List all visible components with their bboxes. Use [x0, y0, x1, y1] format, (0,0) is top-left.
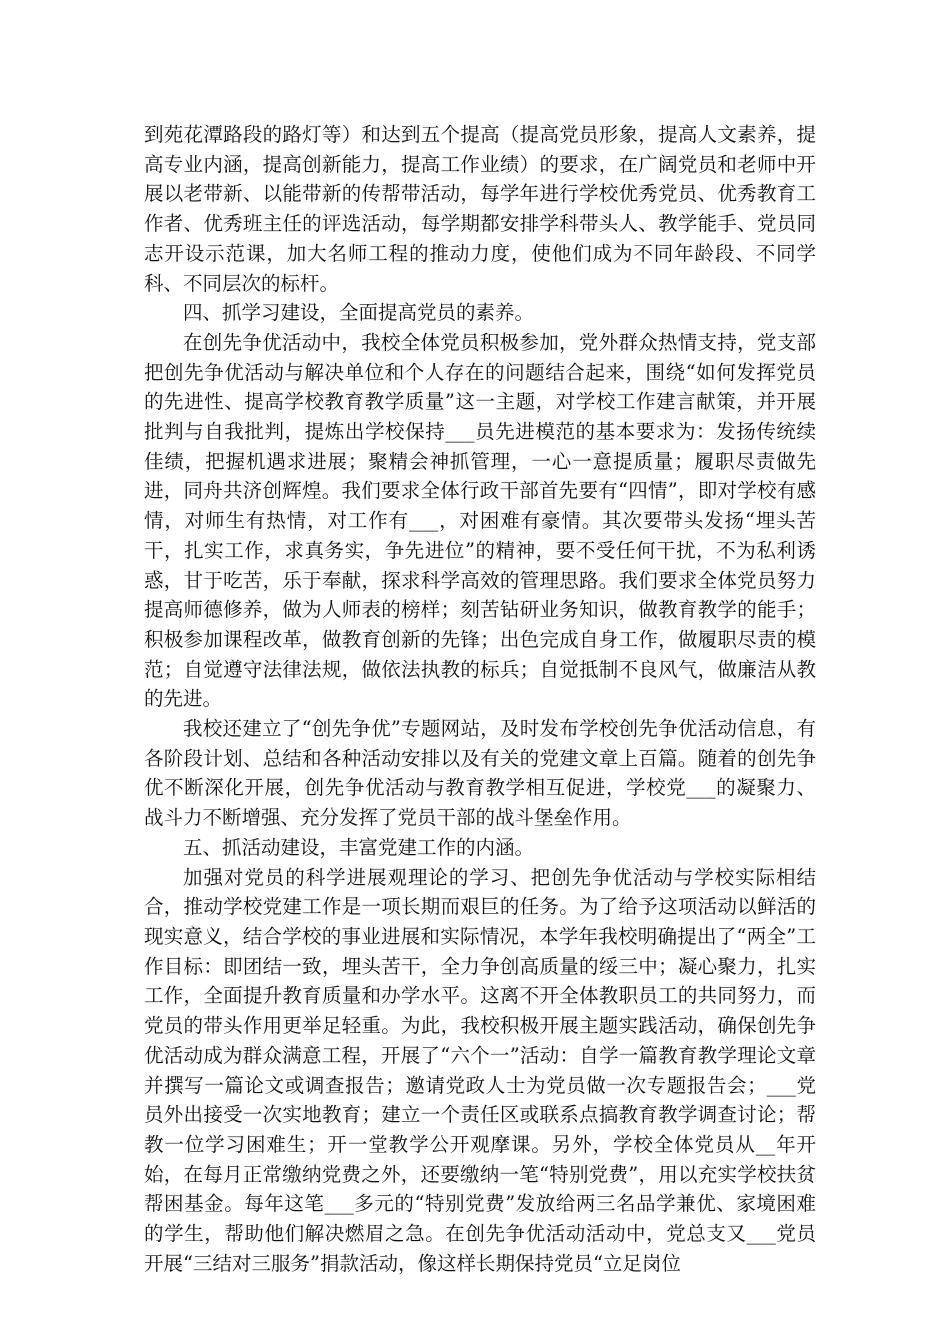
- paragraph-intro-continuation: 到苑花潭路段的路灯等）和达到五个提高（提高党员形象，提高人文素养，提高专业内涵，提高创新能力，提高工作业绩）的要求，在广阔党员和老师中开展以老带新、以能带新的传帮带活动，每学年进行学校优秀党员、优秀教育工作者、优秀班主任的评选活动，每学期都安排学科带头人、教学能手、党员同志开设示范课，加大名师工程的推动力度，使他们成为不同年龄段、不同学科、不同层次的标杆。: [144, 123, 816, 295]
- paragraph-activity-details: 加强对党员的科学进展观理论的学习、把创先争优活动与学校实际相结合，推动学校党建工作是一项长期而艰巨的任务。为了给予这项活动以鲜活的现实意义，结合学校的事业进展和实际情况，本学年我校明确提出了“两全”工作目标：即团结一致，埋头苦干，全力争创高质量的绥三中；凝心聚力，扎实工作，全面提升教育质量和办学水平。这离不开全体教职员工的共同努力，而党员的带头作用更举足轻重。为此，我校积极开展主题实践活动，确保创先争优活动成为群众满意工程，开展了“六个一”活动：自学一篇教育教学理论文章并撰写一篇论文或调查报告；邀请党政人士为党员做一次专题报告会；___党员外出接受一次实地教育；建立一个责任区或联系点搞教育教学调查讨论；帮教一位学习困难生；开一堂教学公开观摩课。另外，学校全体党员从__年开始，在每月正常缴纳党费之外，还要缴纳一笔“特别党费”，用以充实学校扶贫帮困基金。每年这笔___多元的“特别党费”发放给两三名品学兼优、家境困难的学生，帮助他们解决燃眉之急。在创先争优活动活动中，党总支又___党员开展“三结对三服务”捐款活动，像这样长期保持党员“立足岗位: [144, 865, 816, 1275]
- section-heading-activity-building: 五、抓活动建设，丰富党建工作的内涵。: [183, 835, 535, 859]
- section-heading-study-building: 四、抓学习建设，全面提高党员的素养。: [183, 301, 535, 325]
- paragraph-study-activities: 在创先争优活动中，我校全体党员积极参加，党外群众热情支持，党支部把创先争优活动与解决单位和个人存在的问题结合起来，围绕“如何发挥党员的先进性、提高学校教育教学质量”这一主题，对学校工作建言献策，并开展批判与自我批判，提炼出学校保持___员先进模范的基本要求为：发扬传统续佳绩，把握机遇求进展；聚精会神抓管理，一心一意提质量；履职尽责做先进，同舟共济创辉煌。我们要求全体行政干部首先要有“四情”，即对学校有感情，对师生有热情，对工作有___，对困难有豪情。其次要带头发扬“埋头苦干，扎实工作，求真务实，争先进位”的精神，要不受任何干扰，不为私利诱惑，甘于吃苦，乐于奉献，探求科学高效的管理思路。我们要求全体党员努力提高师德修养，做为人师表的榜样；刻苦钻研业务知识，做教育教学的能手；积极参加课程改革，做教育创新的先锋；出色完成自身工作，做履职尽责的模范；自觉遵守法律法规，做依法执教的标兵；自觉抵制不良风气，做廉洁从教的先进。: [144, 330, 816, 711]
- paragraph-website: 我校还建立了“创先争优”专题网站，及时发布学校创先争优活动信息，有各阶段计划、总结和各种活动安排以及有关的党建文章上百篇。随着的创先争优不断深化开展，创先争优活动与教育教学相互促进，学校党___的凝聚力、战斗力不断增强、充分发挥了党员干部的战斗堡垒作用。: [144, 717, 816, 830]
- document-page: [144, 120, 816, 1278]
